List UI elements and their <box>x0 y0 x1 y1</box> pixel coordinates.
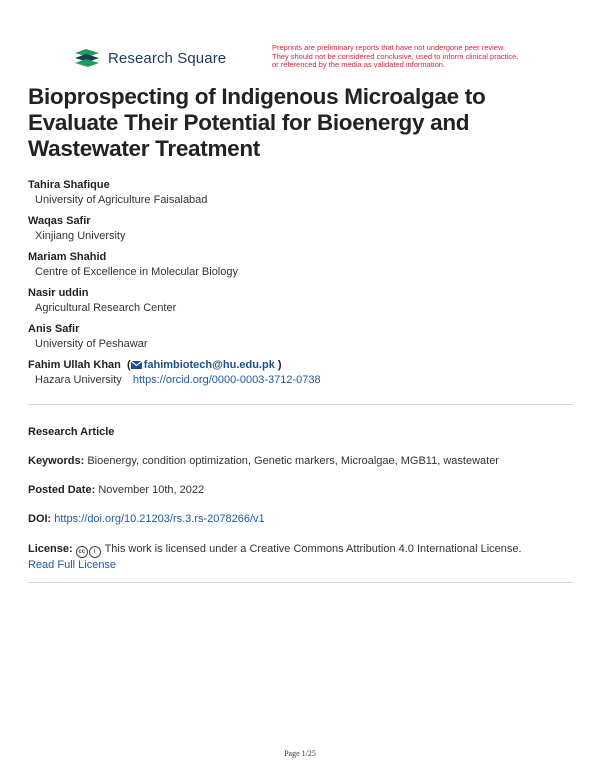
author-affiliation: Centre of Excellence in Molecular Biology <box>35 266 238 278</box>
author-name: Anis Safir <box>28 323 80 335</box>
section-divider <box>28 582 573 583</box>
keywords-value: Bioenergy, condition optimization, Genetic markers, Microalgae, MGB11, wastewater <box>87 455 499 467</box>
author-name: Nasir uddin <box>28 287 89 299</box>
corresponding-author: Fahim Ullah Khan ( fahimbiotech@hu.edu.pk ) <box>28 358 578 373</box>
corresponding-author-details <box>28 373 578 394</box>
license-text: This work is licensed under a Creative Commons Attribution 4.0 International License. <box>104 543 522 555</box>
author-affiliation: Agricultural Research Center <box>35 302 177 314</box>
email-icon <box>131 359 142 374</box>
license-line <box>28 542 573 573</box>
disclaimer-line: or referenced by the media as validated information. <box>272 60 446 70</box>
disclaimer-line: They should not be considered conclusive, used to inform clinical practice, <box>272 51 519 61</box>
author-list <box>28 178 578 394</box>
author-affiliation: University of Agriculture Faisalabad <box>35 194 208 206</box>
page-number: Page 1/25 <box>284 749 316 758</box>
author-name: Mariam Shahid <box>28 251 107 263</box>
creative-commons-icon: cc <box>76 546 88 558</box>
author-name: Tahira Shafique <box>28 179 110 191</box>
author-name: Waqas Safir <box>28 215 91 227</box>
doi-line <box>28 512 265 527</box>
disclaimer-line: Preprints are preliminary reports that have not undergone peer review. <box>272 43 506 52</box>
keywords-line <box>28 454 499 469</box>
license-label: License: <box>28 543 73 555</box>
read-full-license-link[interactable]: Read Full License <box>28 559 117 571</box>
posted-date-line <box>28 483 204 498</box>
author-affiliation: University of Peshawar <box>35 338 148 350</box>
section-divider <box>28 404 573 405</box>
preprint-disclaimer <box>272 44 542 70</box>
orcid-link[interactable]: https://orcid.org/0000-0003-3712-0738 <box>132 374 321 386</box>
logo-text: Research Square <box>108 49 227 67</box>
research-square-logo[interactable] <box>74 48 226 68</box>
author-email-link[interactable]: fahimbiotech@hu.edu.pk <box>143 359 275 371</box>
posted-date-value: November 10th, 2022 <box>98 484 205 496</box>
doi-label: DOI: <box>28 513 52 525</box>
posted-date-label: Posted Date: <box>28 484 96 496</box>
research-square-mark-icon <box>74 48 100 68</box>
paper-title: Bioprospecting of Indigenous Microalgae to Evaluate Their Potential for Bioenergy and Wastewater Treatment <box>28 84 486 161</box>
article-type: Research Article <box>28 426 115 438</box>
author-name: Fahim Ullah Khan <box>28 359 121 371</box>
keywords-label: Keywords: <box>28 455 85 467</box>
author-affiliation: Hazara University <box>35 374 122 386</box>
attribution-icon: i <box>89 546 101 558</box>
doi-link[interactable]: https://doi.org/10.21203/rs.3.rs-2078266/v1 <box>54 513 265 525</box>
author-affiliation: Xinjiang University <box>35 230 126 242</box>
